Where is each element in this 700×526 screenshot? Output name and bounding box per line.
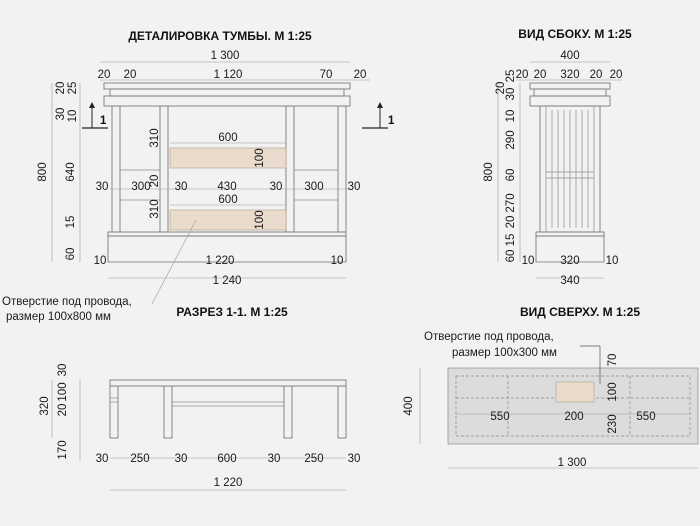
side-top-dim-1: 20 <box>515 69 529 81</box>
section-left-dim-2: 100 <box>57 382 69 402</box>
front-total-width: 1 300 <box>210 50 240 62</box>
side-top-dim-5: 20 <box>609 69 623 81</box>
side-top-dim-2: 20 <box>533 69 547 81</box>
front-shelf-height-upper: 100 <box>254 148 266 168</box>
top-hole-note-line-2: размер 100х300 мм <box>452 347 557 359</box>
side-left-dim-2: 30 <box>505 87 517 101</box>
front-shelf-width-upper: 600 <box>218 132 238 144</box>
section-bottom-dim-3: 30 <box>174 453 188 465</box>
front-base-dim-3: 10 <box>330 255 344 267</box>
top-vertical-dim-1: 70 <box>607 353 619 367</box>
top-left-dim: 400 <box>403 396 415 416</box>
front-base-dim-1: 10 <box>93 255 107 267</box>
front-shelf-height-lower: 100 <box>254 210 266 230</box>
side-base-dim-3: 10 <box>605 255 619 267</box>
top-inner-dim-3: 550 <box>636 411 656 423</box>
front-mid-dim-4: 30 <box>174 181 188 193</box>
top-total: 1 300 <box>557 457 587 469</box>
side-base-total: 340 <box>560 275 580 287</box>
side-left-dim-9: 15 <box>505 233 517 247</box>
section-left-dim-3: 20 <box>57 403 69 417</box>
section-bottom-dim-1: 30 <box>95 453 109 465</box>
side-base-dim-1: 10 <box>521 255 535 267</box>
section-overall-height: 320 <box>39 396 51 416</box>
side-left-dim-6: 60 <box>505 168 517 182</box>
front-left-dim-5: 640 <box>65 162 77 182</box>
front-top-dim-4: 70 <box>319 69 333 81</box>
front-overall-height: 800 <box>37 162 49 182</box>
side-left-dim-3: 25 <box>505 69 517 83</box>
front-inner-height-upper: 310 <box>149 128 161 148</box>
side-view <box>483 27 632 287</box>
section-bottom-dim-2: 250 <box>130 453 150 465</box>
front-top-dim-1: 20 <box>97 69 111 81</box>
section-bottom-dim-4: 600 <box>217 453 237 465</box>
front-left-dim-3: 30 <box>55 107 67 121</box>
front-left-dim-1: 20 <box>55 81 67 95</box>
side-top-dim-3: 320 <box>560 69 580 81</box>
front-base-dim-2: 1 220 <box>205 255 235 267</box>
front-left-dim-6: 15 <box>65 215 77 229</box>
front-left-dim-2: 25 <box>67 81 79 95</box>
front-shelf-width-lower: 600 <box>218 194 238 206</box>
front-top-dim-2: 20 <box>123 69 137 81</box>
section-view <box>39 305 360 490</box>
front-mid-dim-1: 30 <box>95 181 109 193</box>
top-title: ВИД СВЕРХУ. М 1:25 <box>519 305 641 319</box>
top-vertical-dim-3: 230 <box>607 414 619 434</box>
front-mid-dim-5: 430 <box>217 181 237 193</box>
side-left-dim-8: 20 <box>505 215 517 229</box>
side-base-dim-2: 320 <box>560 255 580 267</box>
section-bottom-dim-6: 250 <box>304 453 324 465</box>
side-overall-height: 800 <box>483 162 495 182</box>
front-left-dim-4: 10 <box>67 109 79 123</box>
side-left-dim-10: 60 <box>505 249 517 263</box>
section-title: РАЗРЕЗ 1-1. М 1:25 <box>176 305 288 319</box>
section-bottom-dim-5: 30 <box>267 453 281 465</box>
front-left-dim-7: 60 <box>65 247 77 261</box>
section-total: 1 220 <box>213 477 243 489</box>
top-vertical-dim-2: 100 <box>607 382 619 402</box>
side-left-dim-4: 10 <box>505 109 517 123</box>
top-inner-dim-1: 550 <box>490 411 510 423</box>
front-view <box>2 29 395 323</box>
side-title: ВИД СБОКУ. М 1:25 <box>518 27 632 41</box>
top-view <box>403 305 698 469</box>
side-top-dim-4: 20 <box>589 69 603 81</box>
section-marker-right: 1 <box>388 115 395 127</box>
top-inner-dim-2: 200 <box>564 411 584 423</box>
side-total-width: 400 <box>560 50 580 62</box>
section-left-dim-4: 170 <box>57 440 69 460</box>
side-left-dim-7: 270 <box>505 193 517 213</box>
front-inner-height-lower: 310 <box>149 199 161 219</box>
section-marker-left: 1 <box>100 115 107 127</box>
front-mid-dim-8: 30 <box>347 181 361 193</box>
front-hole-note-line-1: Отверстие под провода, <box>2 296 132 308</box>
front-base-total: 1 240 <box>212 275 242 287</box>
front-top-dim-3: 1 120 <box>213 69 243 81</box>
front-mid-dim-2: 300 <box>131 181 151 193</box>
front-mid-dim-7: 300 <box>304 181 324 193</box>
front-hole-note-line-2: размер 100х800 мм <box>6 311 111 323</box>
section-bottom-dim-7: 30 <box>347 453 361 465</box>
side-left-dim-1: 20 <box>495 81 507 95</box>
section-left-dim-1: 30 <box>57 363 69 377</box>
front-mid-dim-6: 30 <box>269 181 283 193</box>
front-top-dim-5: 20 <box>353 69 367 81</box>
front-mid-dim-3: 20 <box>149 174 161 188</box>
top-hole-note-line-1: Отверстие под провода, <box>424 331 554 343</box>
side-left-dim-5: 290 <box>505 130 517 150</box>
front-title: ДЕТАЛИРОВКА ТУМБЫ. М 1:25 <box>128 29 312 43</box>
